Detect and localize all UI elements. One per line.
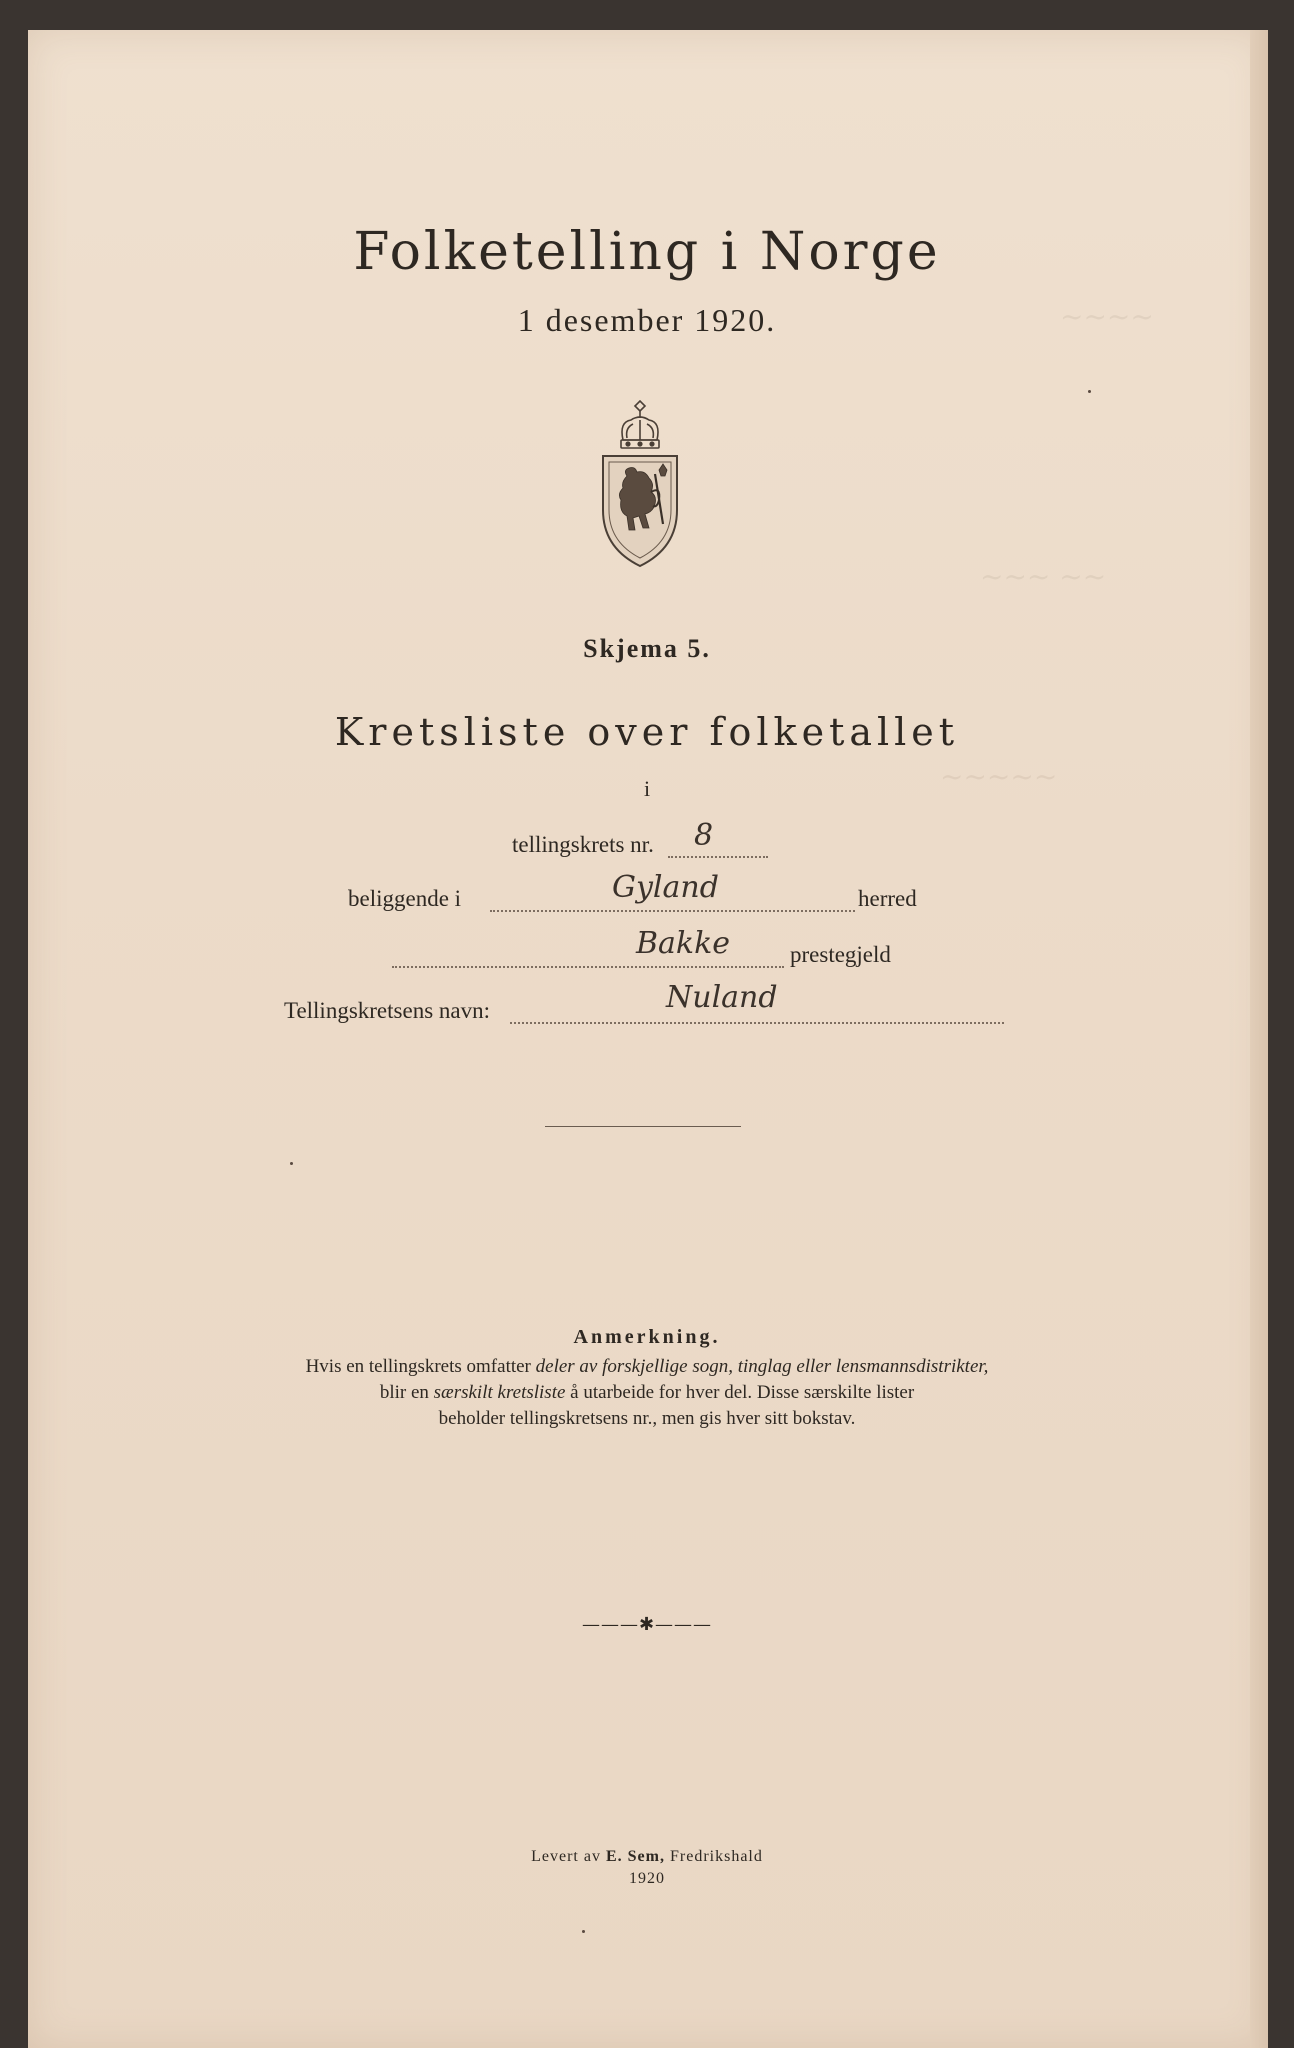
municipality-suffix: herred: [858, 886, 917, 911]
parish-suffix: prestegjeld: [790, 942, 891, 967]
paper-speck: [290, 1162, 293, 1165]
remark-line-2-text-a: blir en: [379, 1382, 434, 1403]
located-in-label: beliggende i: [348, 886, 462, 911]
document-date: 1 desember 1920.: [517, 302, 777, 338]
printer-text: Levert av: [531, 1848, 606, 1865]
remark-line-1-text: Hvis en tellingskrets omfatter: [305, 1356, 536, 1377]
district-name-value: Nuland: [666, 980, 778, 1015]
paper-speck: [1088, 390, 1091, 393]
parish-value: Bakke: [636, 926, 731, 961]
remark-line-2-text-b: å utarbeide for hver del. Disse særskilte lister: [565, 1382, 915, 1403]
bleed-through: ~~~~: [1060, 300, 1154, 333]
remark-line-3: beholder tellingskretsens nr., men gis hver sitt bokstav.: [438, 1408, 856, 1429]
printer-name: E. Sem,: [605, 1848, 665, 1865]
district-number-line: [668, 856, 768, 858]
paper-speck: [582, 1930, 585, 1933]
printer-line: [0, 1848, 1294, 1866]
municipality-value: Gyland: [612, 870, 719, 905]
printer-year: 1920: [629, 1870, 665, 1887]
bleed-through: ~~~~~: [940, 760, 1058, 793]
remark-line-1-italic: deler av forskjellige sogn, tinglag eller lensmannsdistrikter,: [535, 1356, 989, 1377]
parish-line: [392, 966, 784, 968]
ornament-divider: ———✱———: [581, 1614, 713, 1635]
municipality-line: [490, 910, 855, 912]
district-number-label: tellingskrets nr.: [512, 832, 654, 857]
schema-label: Skjema 5.: [583, 634, 711, 663]
document-title: Folketelling i Norge: [353, 222, 941, 282]
remark-title: Anmerkning.: [573, 1326, 721, 1348]
district-name-line: [510, 1022, 1004, 1024]
remark-line-2-italic: særskilt kretsliste: [433, 1382, 566, 1403]
printer-city: Fredrikshald: [664, 1848, 763, 1865]
form-heading: Kretsliste over folketallet: [334, 710, 960, 754]
district-name-label: Tellingskretsens navn:: [284, 998, 490, 1023]
norwegian-coat-of-arms-icon: [595, 400, 685, 570]
district-number-value: 8: [694, 818, 714, 853]
remark-line-1: [0, 1356, 1294, 1378]
preposition-i: i: [643, 776, 651, 801]
remark-line-2: [0, 1382, 1294, 1404]
section-divider: [545, 1126, 741, 1127]
bleed-through: ~~~ ~~: [980, 560, 1107, 593]
